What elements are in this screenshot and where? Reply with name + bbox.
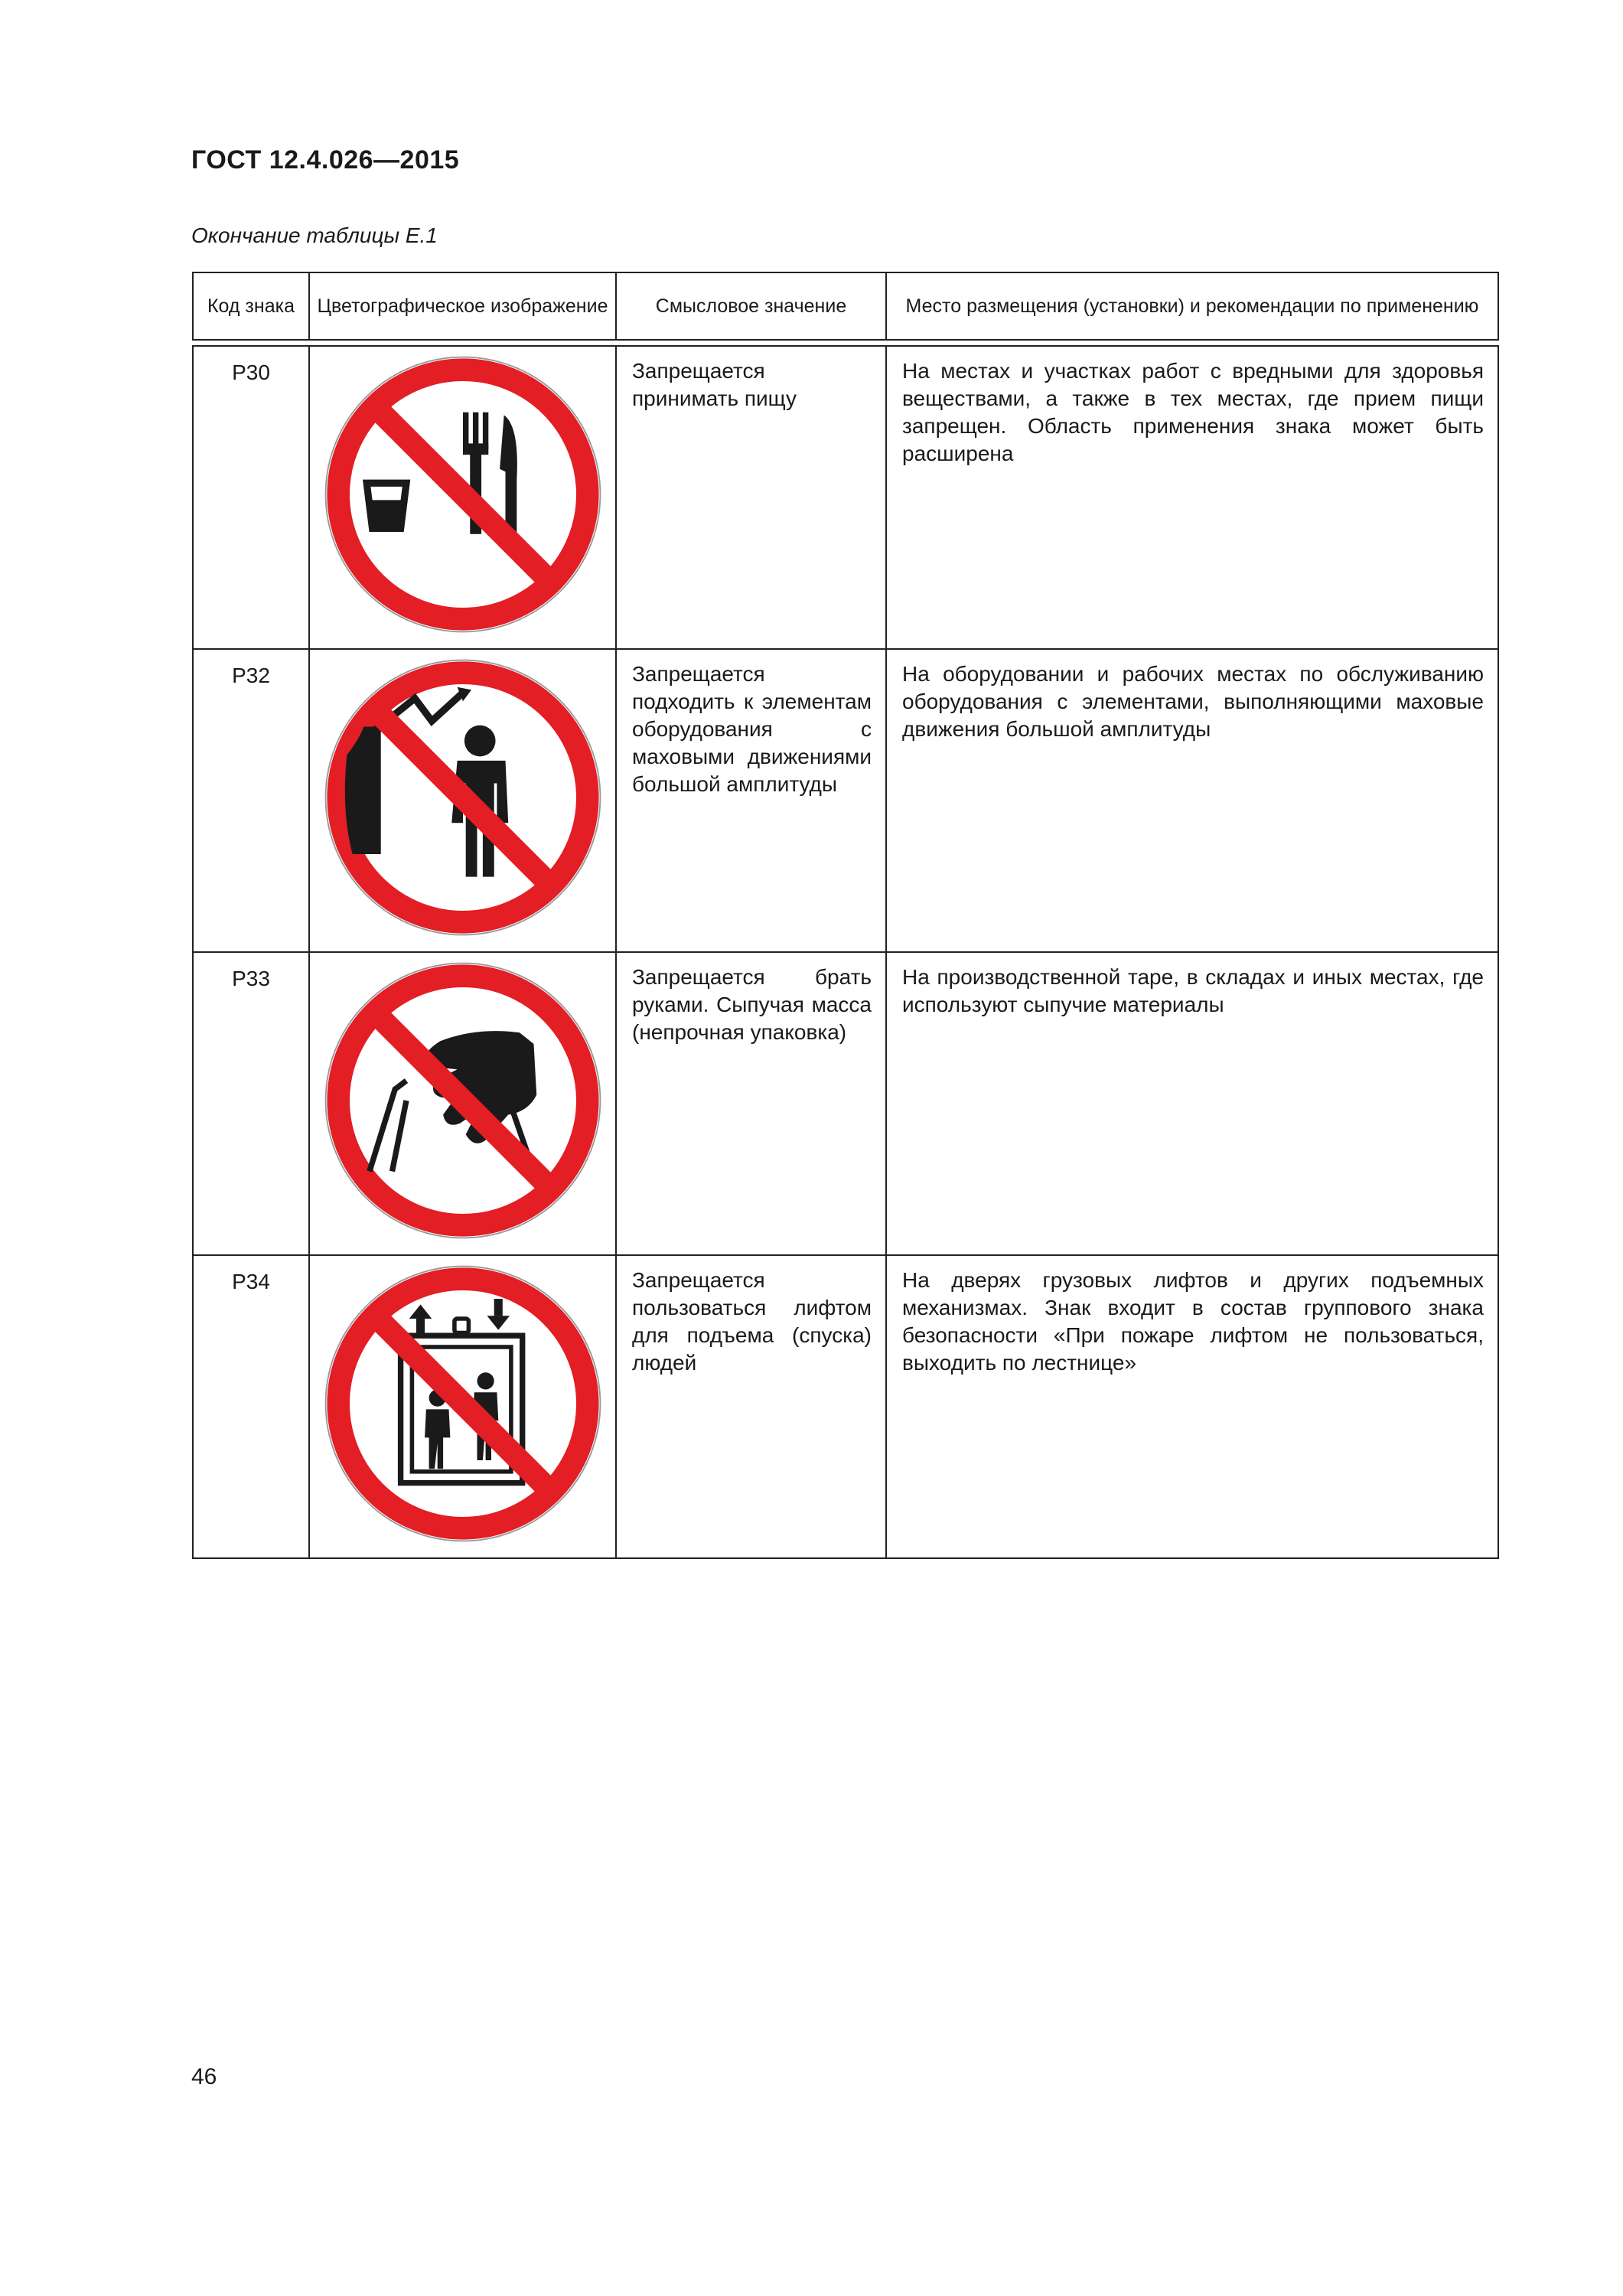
sign-meaning: Запрещается пользоваться лифтом для подъема (спуска) людей [616,1255,886,1558]
header-code: Код знака [193,272,309,340]
no-approach-swinging-equipment-sign-icon [321,656,605,939]
signs-table [192,272,1499,1559]
table-row [193,346,1498,649]
table-caption: Окончание таблицы Е.1 [191,223,438,247]
sign-placement: На дверях грузовых лифтов и других подъемных механизмах. Знак входит в состав группового знака безопасности «При пожаре лифтом не пользоваться, выходить по лестнице» [886,1255,1498,1558]
sign-placement: На производственной таре, в складах и иных местах, где используют сыпучие материалы [886,952,1498,1255]
sign-code: P33 [193,952,309,1255]
sign-meaning: Запрещается подходить к элементам оборудования с маховыми движениями большой амплитуды [616,649,886,952]
sign-placement: На оборудовании и рабочих местах по обслуживанию оборудования с элементами, выполняющими маховые движения большой амплитуды [886,649,1498,952]
sign-code: P30 [193,346,309,649]
document-title: ГОСТ 12.4.026—2015 [191,145,460,174]
page-number: 46 [191,2064,217,2089]
header-placement: Место размещения (установки) и рекомендации по применению [886,272,1498,340]
table-row [193,952,1498,1255]
sign-code: P34 [193,1255,309,1558]
no-elevator-for-people-sign-icon [321,1262,605,1545]
sign-code: P32 [193,649,309,952]
no-eating-drinking-sign-icon [321,353,605,636]
header-image: Цветографическое изображение [309,272,616,340]
no-grabbing-bulk-sign-icon [321,959,605,1242]
sign-placement: На местах и участках работ с вредными для здоровья веществами, а также в тех местах, где прием пищи запрещен. Область применения знака может быть расширена [886,346,1498,649]
sign-meaning: Запрещается принимать пищу [616,346,886,649]
sign-meaning: Запрещается брать руками. Сыпучая масса (непрочная упаковка) [616,952,886,1255]
table-row [193,649,1498,952]
header-meaning: Смысловое значение [616,272,886,340]
table-row [193,1255,1498,1558]
